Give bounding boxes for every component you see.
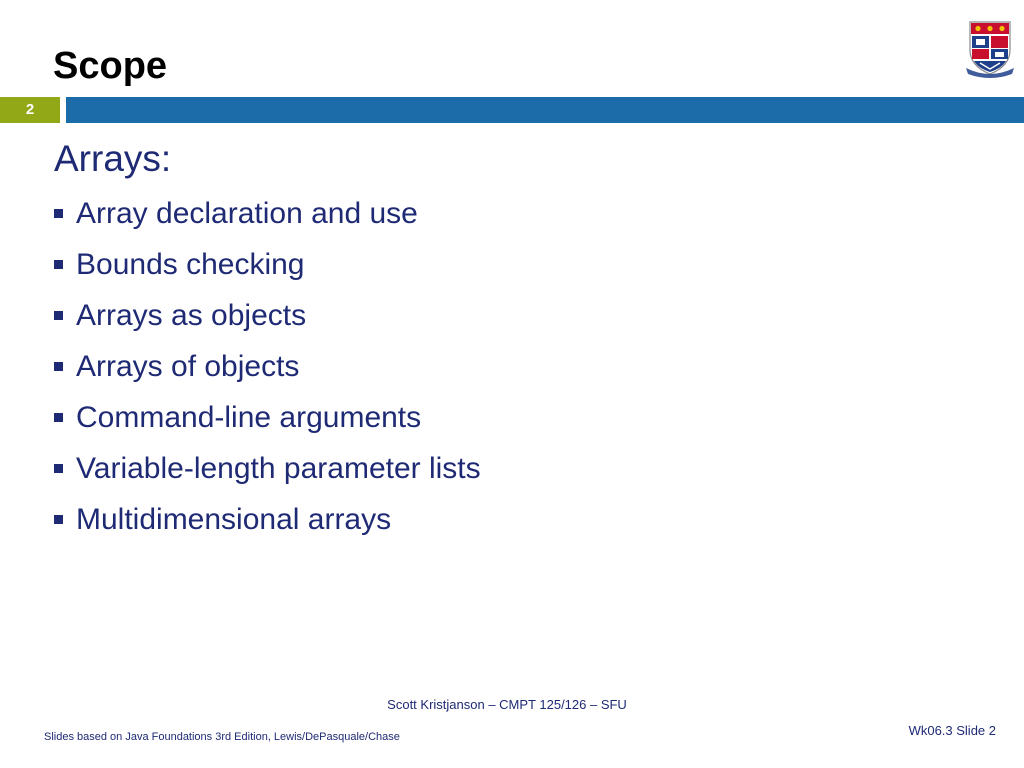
- list-item: [54, 239, 481, 290]
- list-item: [54, 341, 481, 392]
- bullet-text: Arrays as objects: [76, 298, 307, 332]
- header-bar: [66, 97, 1024, 123]
- square-bullet-icon: [54, 413, 63, 422]
- bullet-text: Arrays of objects: [76, 349, 300, 383]
- bullet-list: [54, 188, 481, 545]
- square-bullet-icon: [54, 362, 63, 371]
- slide-number-badge: 2: [0, 97, 60, 123]
- square-bullet-icon: [54, 515, 63, 524]
- footer-author: Scott Kristjanson – CMPT 125/126 – SFU: [387, 697, 627, 712]
- bullet-text: Bounds checking: [76, 247, 305, 281]
- square-bullet-icon: [54, 464, 63, 473]
- list-item: [54, 188, 481, 239]
- section-heading: Arrays:: [54, 138, 172, 179]
- list-item: [54, 494, 481, 545]
- slide-title: Scope: [53, 45, 168, 87]
- bullet-text: Command-line arguments: [76, 400, 422, 434]
- list-item: [54, 443, 481, 494]
- bullet-text: Variable-length parameter lists: [76, 451, 481, 485]
- footer-source: Slides based on Java Foundations 3rd Edition, Lewis/DePasquale/Chase: [44, 731, 400, 743]
- square-bullet-icon: [54, 209, 63, 218]
- footer-slide-label: Wk06.3 Slide 2: [908, 723, 996, 738]
- list-item: [54, 392, 481, 443]
- square-bullet-icon: [54, 260, 63, 269]
- bullet-text: Multidimensional arrays: [76, 502, 392, 536]
- square-bullet-icon: [54, 311, 63, 320]
- university-crest-icon: [966, 16, 1014, 78]
- bullet-text: Array declaration and use: [76, 196, 418, 230]
- list-item: [54, 290, 481, 341]
